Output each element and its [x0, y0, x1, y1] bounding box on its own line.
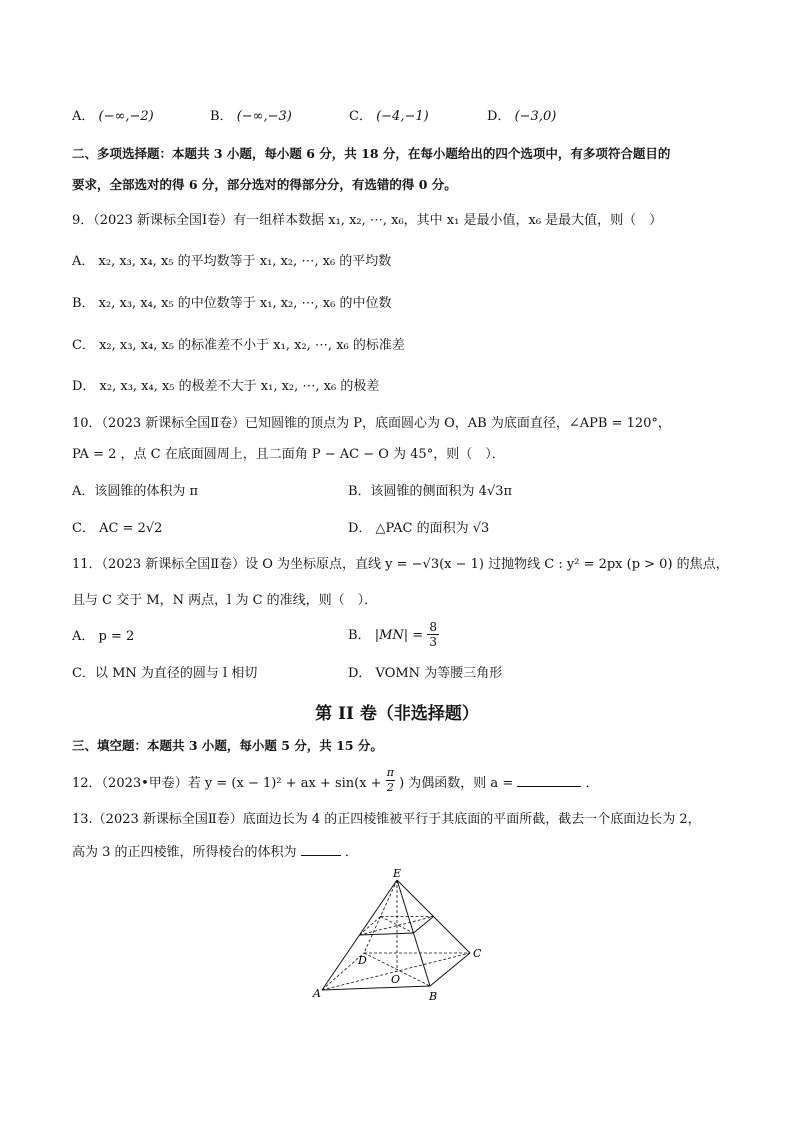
q12-end: ． — [585, 776, 599, 791]
q11-option-b-lhs: |MN| = — [374, 628, 424, 643]
q8-option-c-label: C． — [349, 109, 372, 124]
section3-header: 三、填空题：本题共 3 小题，每小题 5 分，共 15 分。 — [72, 738, 383, 753]
q8-option-a — [72, 108, 154, 126]
edge-ab — [322, 986, 430, 990]
q11-stem-line2: 且与 C 交于 M，N 两点，l 为 C 的准线，则（ ）． — [72, 593, 378, 608]
q10-option-c: C． AC = 2√2 — [72, 521, 163, 536]
q13-end: ． — [344, 845, 358, 860]
section2-line2: 要求，全部选对的得 6 分，部分选对的得部分分，有选错的得 0 分。 — [72, 177, 457, 192]
q13-answer-blank — [301, 843, 341, 856]
q8-option-d — [487, 108, 556, 126]
q9-option-a: A． x₂, x₃, x₄, x₅ 的平均数等于 x₁, x₂, ⋯, x₆ 的平均数 — [72, 254, 392, 269]
q8-option-c-expr: (−4,−1) — [376, 109, 429, 124]
part2-title: 第 II 卷（非选择题） — [315, 704, 479, 724]
q8-option-d-expr: (−3,0) — [514, 109, 557, 124]
q13-line2-text: 高为 3 的正四棱锥，所得棱台的体积为 — [72, 845, 297, 860]
q8-option-c — [349, 108, 429, 126]
label-a: A — [313, 987, 321, 1000]
label-e: E — [393, 867, 402, 880]
label-o: O — [391, 973, 401, 986]
frustum-figure — [300, 866, 500, 1012]
q8-option-b-label: B． — [210, 109, 233, 124]
label-c: C — [473, 947, 482, 960]
q12-fraction — [386, 766, 395, 795]
q12-fraction-denominator: 2 — [386, 781, 394, 794]
q11-option-b-prefix: B． — [348, 628, 371, 643]
q8-option-d-label: D． — [487, 109, 511, 124]
q11-option-c: C．以 MN 为直径的圆与 l 相切 — [72, 666, 258, 681]
q9-option-b: B． x₂, x₃, x₄, x₅ 的中位数等于 x₁, x₂, ⋯, x₆ 的中位数 — [72, 296, 392, 311]
q13-line1: 13.（2023 新课标全国Ⅱ卷）底面边长为 4 的正四棱锥被平行于其底面的平面所截，截去一个底面边长为 2， — [72, 812, 701, 827]
q8-option-b — [210, 108, 292, 126]
q9-option-c: C． x₂, x₃, x₄, x₅ 的标准差不小于 x₁, x₂, ⋯, x₆ 的标准差 — [72, 338, 405, 353]
q11-option-b-fraction — [427, 620, 439, 649]
q10-option-d: D． △PAC 的面积为 √3 — [348, 521, 490, 536]
q10-option-a: A．该圆锥的体积为 π — [72, 484, 199, 499]
q11-option-b-numerator: 8 — [429, 620, 437, 634]
q8-option-a-label: A． — [72, 109, 95, 124]
label-b: B — [429, 990, 438, 1003]
q12-fraction-numerator: π — [386, 766, 394, 779]
q12-answer-blank — [517, 774, 581, 787]
section-front-edge — [360, 933, 414, 935]
q11-option-b-denominator: 3 — [429, 635, 437, 649]
q12-prefix: 12．（2023•甲卷）若 y = (x − 1)² + ax + sin(x + — [72, 776, 382, 791]
q12 — [72, 766, 599, 795]
q12-suffix: ) 为偶函数，则 a = — [399, 776, 514, 791]
q8-option-a-expr: (−∞,−2) — [98, 109, 154, 124]
q11-option-a: A． p = 2 — [72, 629, 135, 644]
section2-line1: 二、多项选择题：本题共 3 小题，每小题 6 分，共 18 分，在每小题给出的四个选项中，有多项符合题目的 — [72, 146, 671, 161]
q9-option-d: D． x₂, x₃, x₄, x₅ 的极差不大于 x₁, x₂, ⋯, x₆ 的极差 — [72, 379, 380, 394]
q13-line2 — [72, 843, 358, 862]
q8-option-b-expr: (−∞,−3) — [236, 109, 292, 124]
q11-stem-line1: 11．（2023 新课标全国Ⅱ卷）设 O 为坐标原点，直线 y = −√3(x − 1) 过抛物线 C : y² = 2px (p > 0) 的焦点， — [72, 557, 729, 572]
q11-option-d: D． VOMN 为等腰三角形 — [348, 666, 503, 681]
q10-stem-line1: 10．（2023 新课标全国Ⅱ卷）已知圆锥的顶点为 P，底面圆心为 O，AB 为底面直径，∠APB = 120°， — [72, 416, 671, 431]
label-d: D — [358, 954, 367, 967]
q9-stem: 9．（2023 新课标全国Ⅰ卷）有一组样本数据 x₁, x₂, ⋯, x₆，其中 x₁ 是最小值，x₆ 是最大值，则（ ） — [72, 213, 663, 228]
q10-stem-line2: PA = 2 ，点 C 在底面圆周上，且二面角 P − AC − O 为 45°，则（ ）． — [72, 447, 505, 462]
q11-option-b — [348, 620, 439, 649]
q10-option-b: B．该圆锥的侧面积为 4√3π — [348, 484, 513, 499]
